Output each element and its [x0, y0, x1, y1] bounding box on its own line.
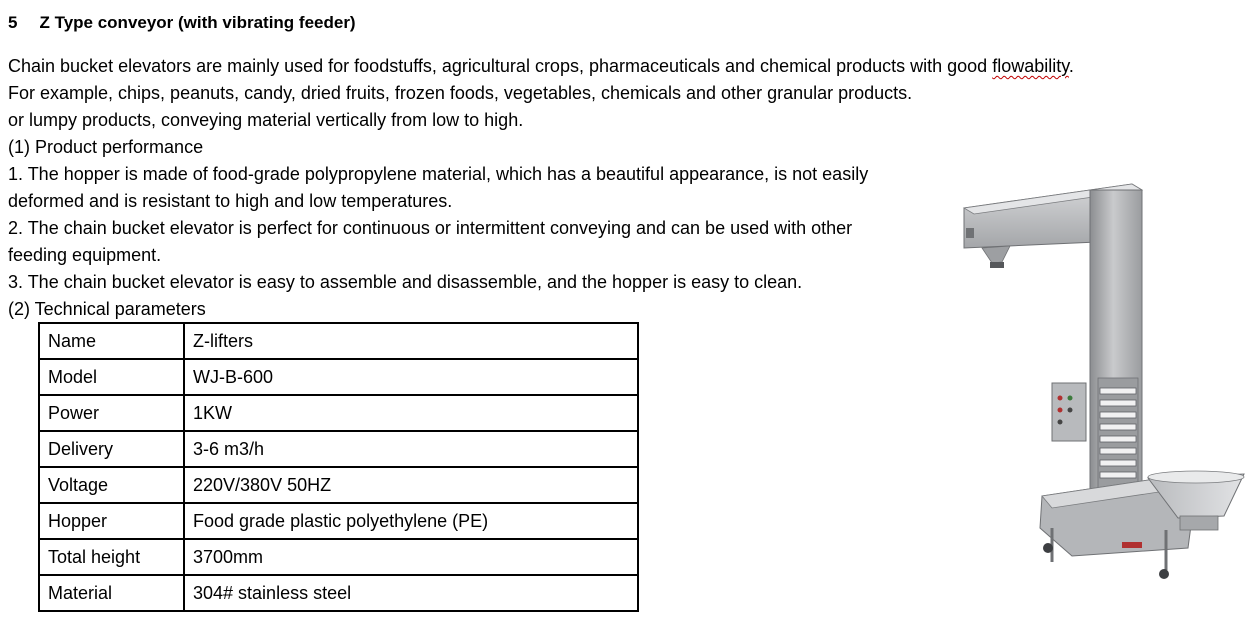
param-name: Delivery	[39, 431, 184, 467]
param-value: 220V/380V 50HZ	[184, 467, 638, 503]
table-row	[39, 503, 638, 539]
performance-item-2-line-2: feeding equipment.	[8, 245, 162, 265]
table-row	[39, 323, 638, 359]
intro-line-1	[8, 55, 1074, 77]
performance-item-1-line-1: 1. The hopper is made of food-grade polypropylene material, which has a beautiful appearance, is not easily	[8, 164, 869, 184]
table-row	[39, 431, 638, 467]
elevator-column	[1090, 190, 1142, 490]
param-name: Name	[39, 323, 184, 359]
param-name: Material	[39, 575, 184, 611]
intro-line-3: or lumpy products, conveying material vertically from low to high.	[8, 110, 524, 130]
param-value: Z-lifters	[184, 323, 638, 359]
intro-text: Chain bucket elevators are mainly used for foodstuffs, agricultural crops, pharmaceuticals and chemical products with good	[8, 56, 993, 76]
param-value: 304# stainless steel	[184, 575, 638, 611]
table-row	[39, 575, 638, 611]
param-name: Hopper	[39, 503, 184, 539]
table-row	[39, 539, 638, 575]
technical-heading: (2) Technical parameters	[8, 299, 206, 319]
param-name: Power	[39, 395, 184, 431]
technical-parameters-table	[38, 322, 639, 612]
performance-heading: (1) Product performance	[8, 137, 204, 157]
control-panel	[1052, 383, 1086, 441]
performance-item-2-line-1: 2. The chain bucket elevator is perfect for continuous or intermittent conveying and can be used with other	[8, 218, 853, 238]
spellcheck-word: flowability	[992, 56, 1069, 76]
performance-item-1-line-2: deformed and is resistant to high and low temperatures.	[8, 191, 453, 211]
intro-line-2: For example, chips, peanuts, candy, dried fruits, frozen foods, vegetables, chemicals and other granular products.	[8, 83, 913, 103]
performance-item-3: 3. The chain bucket elevator is easy to assemble and disassemble, and the hopper is easy to clean.	[8, 272, 803, 292]
table-row	[39, 467, 638, 503]
param-name: Voltage	[39, 467, 184, 503]
param-value: WJ-B-600	[184, 359, 638, 395]
param-value: 1KW	[184, 395, 638, 431]
table-row	[39, 359, 638, 395]
param-value: 3700mm	[184, 539, 638, 575]
param-value: Food grade plastic polyethylene (PE)	[184, 503, 638, 539]
intro-period: .	[1068, 56, 1074, 76]
param-value: 3-6 m3/h	[184, 431, 638, 467]
z-conveyor-machine-image	[952, 178, 1248, 583]
param-name: Model	[39, 359, 184, 395]
section-heading	[8, 13, 356, 33]
table-row	[39, 395, 638, 431]
section-title: Z Type conveyor (with vibrating feeder)	[39, 13, 356, 32]
param-name: Total height	[39, 539, 184, 575]
section-number: 5	[8, 13, 18, 32]
